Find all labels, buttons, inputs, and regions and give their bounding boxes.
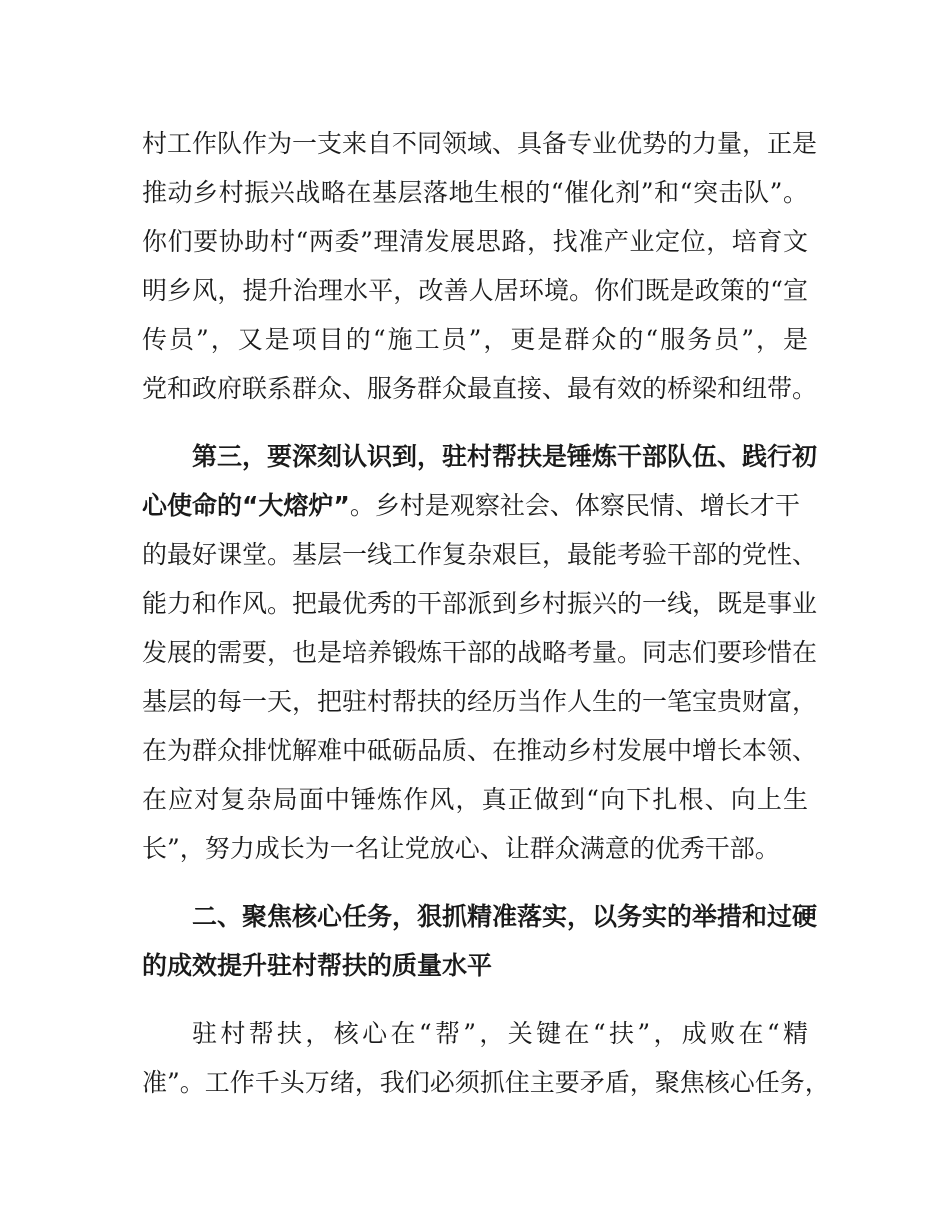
- bold-lead-text: 心使命的“大熔炉”: [142, 491, 350, 520]
- body-text-line: 推动乡村振兴战略在基层落地生根的“催化剂”和“突击队”。: [142, 178, 808, 207]
- section-heading: 二、聚焦核心任务，狠抓精准落实，以务实的举措和过硬: [192, 902, 818, 931]
- body-text-line: 能力和作风。把最优秀的干部派到乡村振兴的一线，既是事业: [142, 589, 818, 618]
- body-text-line: 发展的需要，也是培养锻炼干部的战略考量。同志们要珍惜在: [142, 638, 818, 667]
- body-text-line: 党和政府联系群众、服务群众最直接、最有效的桥梁和纽带。: [142, 374, 818, 403]
- body-text-line: 在应对复杂局面中锤炼作风，真正做到“向下扎根、向上生: [142, 785, 808, 814]
- body-text-line: 基层的每一天，把驻村帮扶的经历当作人生的一笔宝贵财富，: [142, 687, 818, 716]
- body-text-line: 你们要协助村“两委”理清发展思路，找准产业定位，培育文: [142, 227, 808, 256]
- body-text-line: 的最好课堂。基层一线工作复杂艰巨，最能考验干部的党性、: [142, 540, 818, 569]
- section-heading: 的成效提升驻村帮扶的质量水平: [142, 951, 493, 980]
- body-text-line: 明乡风，提升治理水平，改善人居环境。你们既是政策的“宣: [142, 276, 808, 305]
- body-text-span: 。乡村是观察社会、体察民情、增长才干: [349, 491, 800, 520]
- bold-lead-text: 第三，要深刻认识到，驻村帮扶是锤炼干部队伍、践行初: [192, 442, 818, 471]
- body-text-line: 传员”，又是项目的“施工员”，更是群众的“服务员”，是: [142, 325, 808, 354]
- body-text-line: 驻村帮扶，核心在“帮”，关键在“扶”，成败在“精: [192, 1019, 808, 1048]
- body-text-line: 在为群众排忧解难中砥砺品质、在推动乡村发展中增长本领、: [142, 736, 818, 765]
- body-text-line: 准”。工作千头万绪，我们必须抓住主要矛盾，聚焦核心任务，: [142, 1068, 830, 1097]
- body-text-line-mixed: [142, 489, 800, 523]
- body-text-line: 村工作队作为一支来自不同领域、具备专业优势的力量，正是: [142, 129, 818, 158]
- body-text-line: 长”，努力成长为一名让党放心、让群众满意的优秀干部。: [142, 834, 780, 863]
